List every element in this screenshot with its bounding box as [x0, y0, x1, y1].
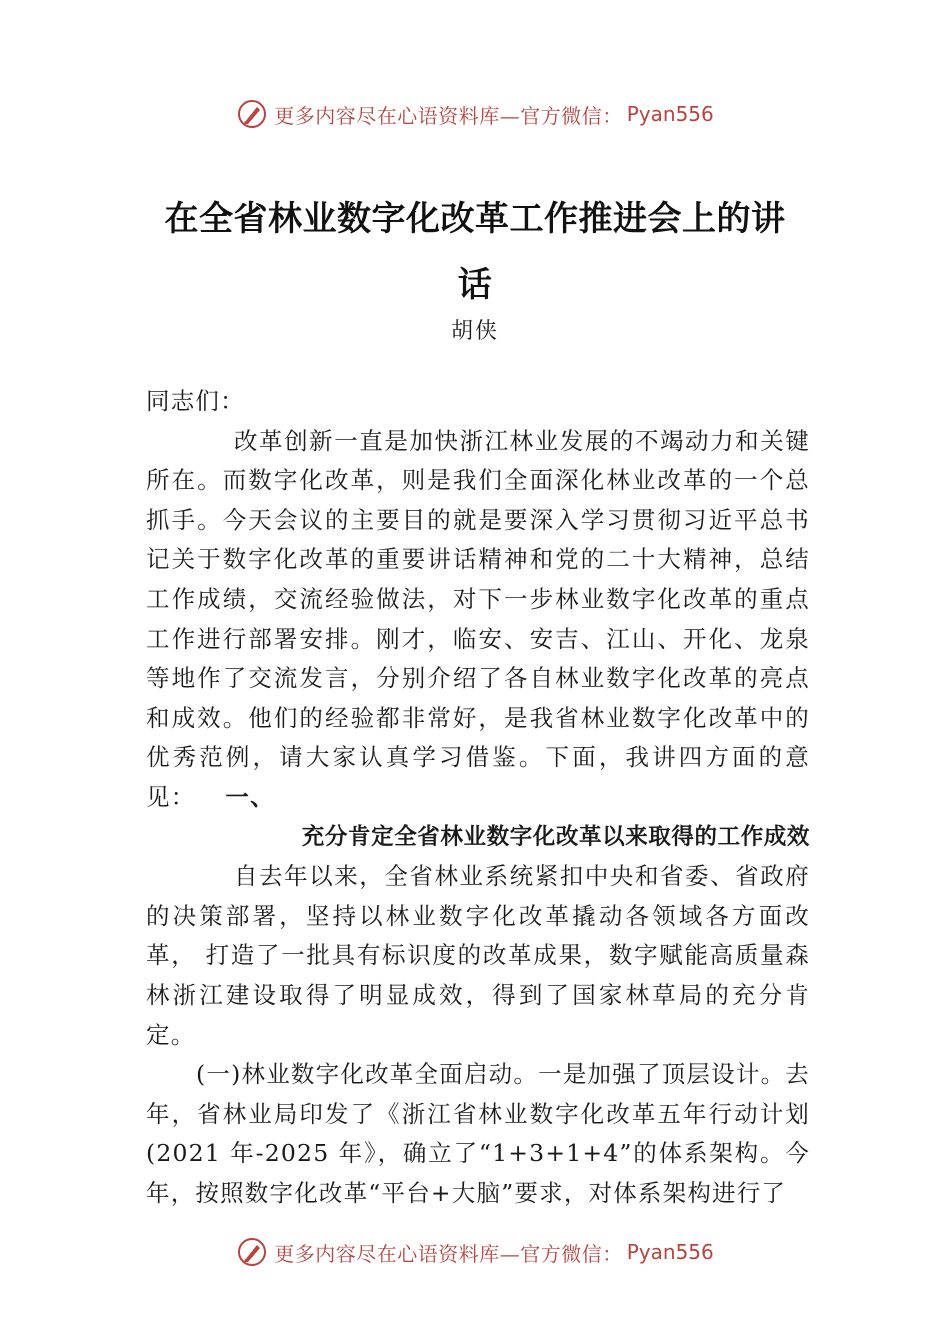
document-body [146, 382, 810, 1213]
watermark-wechat-id: Pyan556 [626, 1240, 714, 1264]
watermark-header [0, 94, 950, 134]
paragraph-intro-text: 改革创新一直是加快浙江林业发展的不竭动力和关键所在。而数字化改革，则是我们全面深化林业改革的一个总抓手。今天会议的主要目的就是要深入学习贯彻习近平总书记关于数字化改革的重要讲话精神和党的二十大精神，总结工作成绩，交流经验做法，对下一步林业数字化改革的重点工作进行部署安排。刚才，临安、安吉、江山、开化、龙泉 等地作了交流发言，分别介绍了各自林业数字化改革的亮点和成效。他们的经验都非常好，是我省林业数字化改革中的优秀范例，请大家认真学习借鉴。下面，我讲四方面的意见： [146, 426, 810, 811]
paragraph-subsection-1: (一)林业数字化改革全面启动。一是加强了顶层设计。去年，省林业局印发了《浙江省林业数字化改革五年行动计划(2021 年-2025 年》，确立了“1+3+1+4”的体系架构。今年，按照数字化改革“平台+大脑”要求，对体系架构进行了 [146, 1060, 810, 1207]
title-line-2: 话 [457, 265, 493, 305]
section-heading: 充分肯定全省林业数字化改革以来取得的工作成效 [301, 823, 810, 850]
quill-logo-icon [236, 98, 268, 130]
author-name: 胡侠 [450, 319, 499, 344]
watermark-text: 更多内容尽在心语资料库—官方微信： [274, 1241, 623, 1266]
title-line-1: 在全省林业数字化改革工作推进会上的讲 [164, 199, 786, 239]
watermark-wechat-id: Pyan556 [626, 102, 714, 126]
document-title [140, 186, 810, 318]
section-number: 一、 [225, 782, 275, 811]
quill-logo-icon [236, 1236, 268, 1268]
paragraph-intro [146, 422, 810, 818]
watermark-text: 更多内容尽在心语资料库—官方微信： [274, 103, 623, 128]
watermark-footer [0, 1232, 950, 1272]
paragraph-achievements: 自去年以来，全省林业系统紧扣中央和省委、省政府的决策部署，坚持以林业数字化改革撬动各领域各方面改革， 打造了一批具有标识度的改革成果，数字赋能高质量森林浙江建设取得了明显成效，得到了国家林草局的充分肯定。 [146, 862, 810, 1049]
salutation: 同志们： [146, 387, 245, 415]
